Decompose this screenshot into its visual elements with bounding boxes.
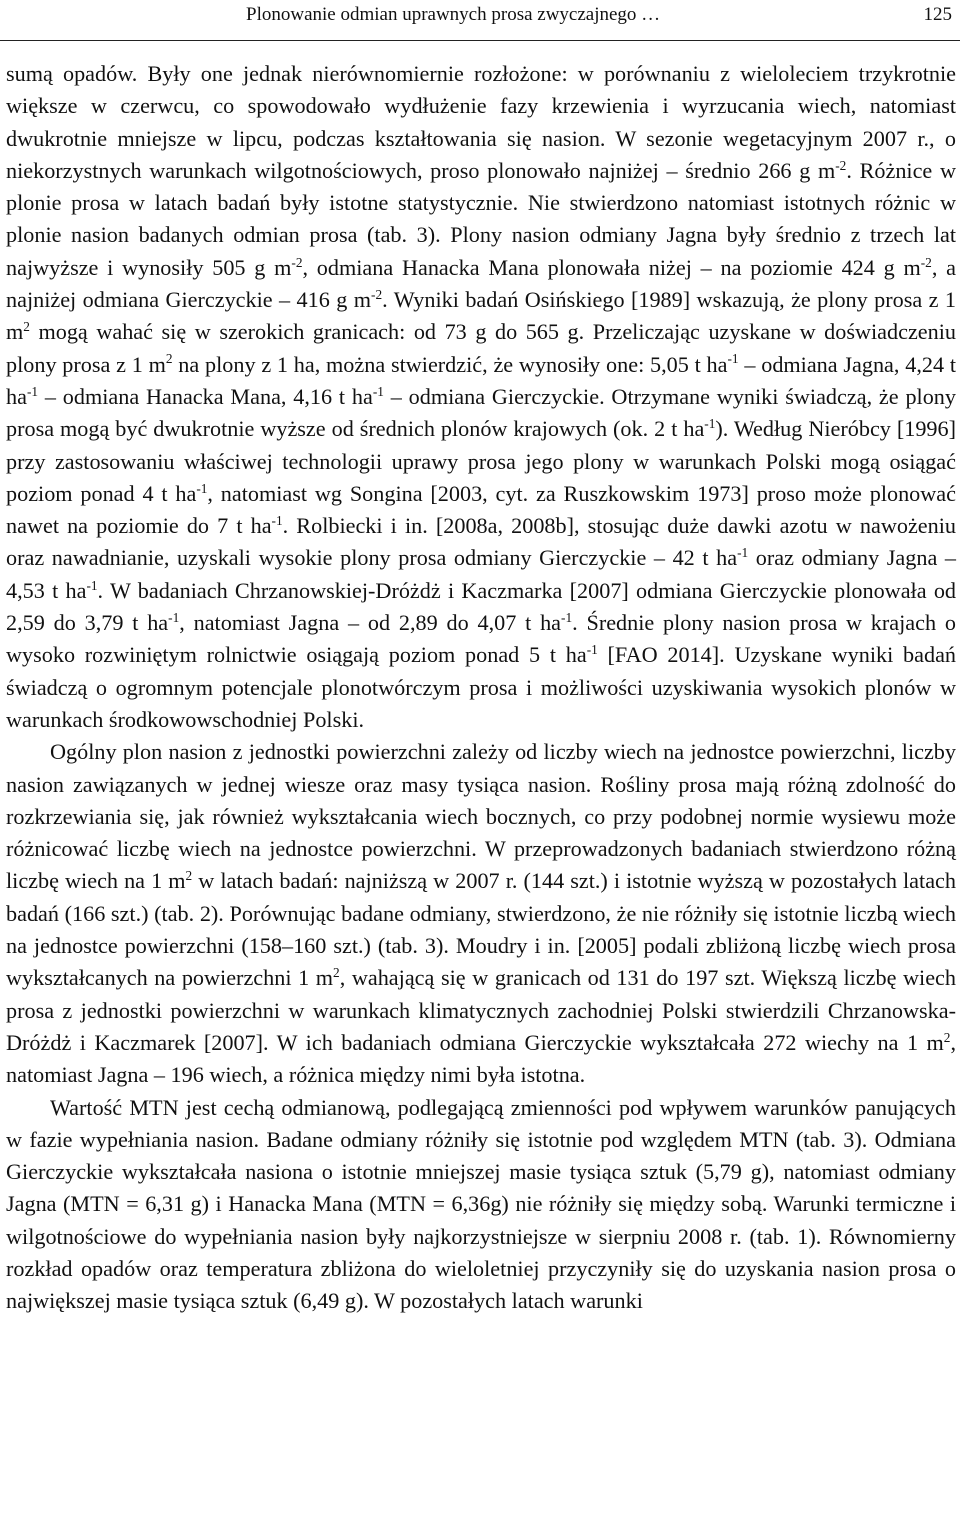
text-run: oraz odmiany Jagna – 4,53 t ha	[6, 545, 956, 603]
superscript: 2	[165, 351, 173, 367]
text-run: sumą opadów. Były one jednak nierównomiernie rozłożone: w porównaniu z wieloleciem trzykrotnie większe w czerwcu, co spowodowało wydłużenie fazy krzewienia i wyrzucania wiech, natomiast dwukrotnie mniejsze w lipcu, podczas kształtowania się nasion. W sezonie wegetacyjnym 2007 r., o niekorzystnych warunkach wilgotnościowych, proso plonowało najniżej – średnio 266 g m	[6, 61, 956, 183]
text-run: . Wyniki badań Osińskiego [1989] wskazują, że plony prosa z 1 m	[6, 287, 956, 345]
superscript: -1	[561, 609, 573, 625]
superscript: -2	[835, 157, 847, 173]
paragraph-3	[6, 1092, 956, 1318]
superscript: -2	[920, 254, 932, 270]
superscript: -1	[86, 577, 98, 593]
body-text	[6, 58, 956, 1318]
superscript: -1	[26, 383, 39, 399]
superscript: 2	[23, 319, 30, 335]
text-run: , wahającą się w granicach od 131 do 197 szt. Większą liczbę wiech prosa z jednostki powierzchni w warunkach klimatycznych zachodniej Polski stwierdzili Chrzanowska-Dróżdż i Kaczmarek [2007]. W ich badaniach odmiana Gierczyckie wykształcała 272 wiechy na 1 m	[6, 965, 956, 1055]
text-run: [FAO 2014]. Uzyskane wyniki badań świadczą o ogromnym potencjale plonotwórczym prosa i możliwości uzyskiwania wysokich plonów w warunkach środkowowschodniej Polski.	[6, 642, 957, 732]
superscript: -1	[271, 512, 283, 528]
superscript: 2	[943, 1029, 951, 1045]
text-run: – odmiana Hanacka Mana, 4,16 t ha	[38, 383, 373, 409]
text-run: , natomiast Jagna – od 2,89 do 4,07 t ha	[179, 610, 562, 636]
text-run: . Średnie plony nasion prosa w krajach o wysoko rozwiniętym rolnictwie osiągają poziom ponad 5 t ha	[6, 610, 956, 668]
text-run: . Rolbiecki i in. [2008a, 2008b], stosując duże dawki azotu w nawożeniu oraz nawadnianie, uzyskali wysokie plony prosa odmiany Gierczyckie – 42 t ha	[6, 513, 956, 571]
text-run: . Różnice w plonie prosa w latach badań były istotne statystycznie. Nie stwierdzono natomiast istotnych różnic w plonie nasion badanych odmian prosa (tab. 3). Plony nasion odmiany Jagna były średnio z trzech lat najwyższe i wynosiły 505 g m	[6, 157, 956, 280]
superscript: -1	[196, 480, 208, 496]
text-run: w latach badań: najniższą w 2007 r. (144 szt.) i istotnie wyższą w pozostałych latach badań (166 szt.) (tab. 2). Porównując badane odmiany, stwierdzono, że nie różniły się istotnie liczbą wiech na jednostce powierzchni (158–160 szt.) (tab. 3). Moudry i in. [2005] podali zbliżoną liczbę wiech prosa wykształcanych na powierzchni 1 m	[6, 868, 956, 991]
text-run: . W badaniach Chrzanowskiej-Dróżdż i Kaczmarka [2007] odmiana Gierczyckie plonowała od 2,59 do 3,79 t ha	[6, 577, 957, 636]
text-run: , a najniżej odmiana Gierczyckie – 416 g m	[6, 254, 957, 313]
text-run: , natomiast Jagna – 196 wiech, a różnica między nimi była istotna.	[6, 1029, 956, 1088]
page-number: 125	[923, 4, 952, 25]
text-run: Wartość MTN jest cechą odmianową, podlegającą zmienności pod wpływem warunków panujących w fazie wypełniania nasion. Badane odmiany różniły się istotnie pod względem MTN (tab. 3). Odmiana Gierczyckie wykształcała nasiona o istotnie mniejszej masie tysiąca sztuk (5,79 g), natomiast odmiany Jagna (MTN = 6,31 g) i Hanacka Mana (MTN = 6,36g) nie różniły się między sobą. Warunki termiczne i wilgotnościowe do wypełniania nasion były najkorzystniejsze w sierpniu 2008 r. (tab. 1). Równomierny rozkład opadów oraz temperatura zbliżona do wieloletniej przyczyniły się do uzyskania nasion prosa o największej masie tysiąca sztuk (6,49 g). W pozostałych latach warunki	[6, 1094, 956, 1314]
text-run: ). Według Nieróbcy [1996] przy zastosowaniu właściwej technologii uprawy prosa jego plony w warunkach Polski mogą osiągać poziom ponad 4 t ha	[6, 416, 957, 506]
text-run: na plony z 1 ha, można stwierdzić, że wynosiły one: 5,05 t ha	[172, 351, 728, 377]
text-run: – odmiana Jagna, 4,24 t ha	[6, 351, 956, 409]
superscript: -1	[586, 642, 598, 658]
superscript: -1	[168, 609, 180, 625]
text-run: – odmiana Gierczyckie. Otrzymane wyniki świadczą, że plony prosa mogą być dwukrotnie wyższe od średnich plonów krajowych (ok. 2 t ha	[6, 383, 956, 442]
text-run: , natomiast wg Songina [2003, cyt. za Ruszkowskim 1973] proso może plonować nawet na poziomie do 7 t ha	[6, 480, 956, 539]
superscript: 2	[333, 965, 340, 981]
superscript: -1	[737, 545, 749, 561]
text-run: , odmiana Hanacka Mana plonowała niżej – na poziomie 424 g m	[302, 254, 921, 280]
superscript: -1	[727, 351, 739, 367]
superscript: 2	[185, 868, 193, 884]
superscript: -1	[372, 383, 384, 399]
paragraph-2	[6, 736, 956, 1091]
superscript: -2	[371, 286, 383, 302]
superscript: -2	[291, 254, 303, 270]
superscript: -1	[704, 416, 716, 432]
running-header	[0, 0, 960, 41]
text-run: mogą wahać się w szerokich granicach: od 73 g do 565 g. Przeliczając uzyskane w doświadczeniu plony prosa z 1 m	[6, 319, 956, 377]
running-title: Plonowanie odmian uprawnych prosa zwyczajnego …	[246, 4, 661, 25]
text-run: Ogólny plon nasion z jednostki powierzchni zależy od liczby wiech na jednostce powierzchni, liczby nasion zawiązanych w jednej wiesze oraz masy tysiąca nasion. Rośliny prosa mają różną zdolność do rozkrzewiania się, jak również wykształcania wiech bocznych, co przy podobnej normie wysiewu może różnicować liczbę wiech na jednostce powierzchni. W przeprowadzonych badaniach stwierdzono różną liczbę wiech na 1 m	[6, 739, 956, 894]
paragraph-1	[6, 58, 956, 736]
